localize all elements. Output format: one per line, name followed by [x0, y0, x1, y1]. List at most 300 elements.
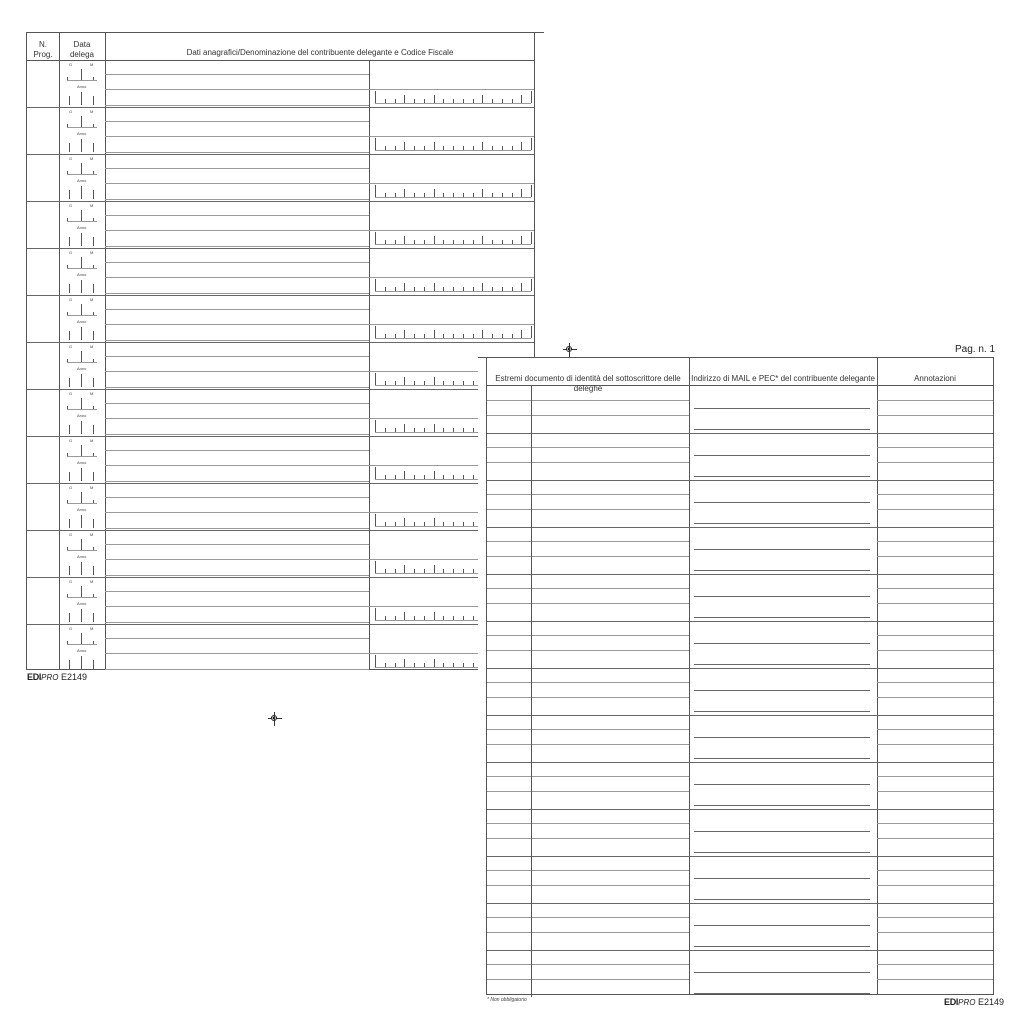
- fiscal-code-tick: [443, 569, 444, 573]
- fiscal-code-tick: [453, 193, 454, 197]
- fiscal-code-tick: [473, 99, 474, 103]
- fiscal-code-tick: [473, 475, 474, 479]
- fiscal-code-tick: [375, 138, 376, 150]
- row-separator: [27, 342, 535, 343]
- name-line: [105, 418, 535, 419]
- fiscal-code-tick: [453, 146, 454, 150]
- fiscal-code-tick: [395, 475, 396, 479]
- left-register-sheet: [26, 32, 544, 671]
- fiscal-code-tick: [473, 522, 474, 526]
- fiscal-code-tick: [414, 475, 415, 479]
- fiscal-code-tick: [395, 569, 396, 573]
- brand-logo-bold: EDI: [27, 672, 42, 682]
- date-tick: [69, 190, 70, 199]
- fiscal-code-tick: [502, 334, 503, 338]
- notes-line: [877, 603, 993, 604]
- date-tick: [69, 284, 70, 293]
- date-tick: [67, 265, 68, 268]
- date-line: [67, 644, 97, 645]
- row-separator: [487, 809, 993, 810]
- fiscal-code-tick: [463, 240, 464, 244]
- row-separator: [487, 621, 993, 622]
- date-tick: [69, 96, 70, 105]
- notes-line: [877, 979, 993, 980]
- fiscal-code-tick: [531, 91, 532, 103]
- fiscal-code-tick: [385, 381, 386, 385]
- date-month-label: M: [90, 532, 94, 537]
- fiscal-code-tick: [404, 377, 405, 385]
- date-day-label: G: [69, 532, 73, 537]
- fiscal-code-tick: [375, 326, 376, 338]
- row-separator: [27, 389, 535, 390]
- fiscal-code-tick: [395, 193, 396, 197]
- date-tick: [93, 171, 94, 174]
- date-tick: [81, 351, 82, 362]
- date-month-label: M: [90, 297, 94, 302]
- fiscal-code-tick: [521, 330, 522, 338]
- fiscal-code-tick: [521, 95, 522, 103]
- date-tick: [69, 566, 70, 575]
- fiscal-code-tick: [473, 146, 474, 150]
- fiscal-code-tick: [473, 428, 474, 432]
- fiscal-code-tick: [385, 663, 386, 667]
- form-code: E2149: [977, 997, 1004, 1007]
- date-tick: [93, 96, 94, 105]
- email-line: [694, 784, 870, 785]
- fiscal-code-tick: [521, 236, 522, 244]
- date-tick: [69, 237, 70, 246]
- fiscal-code-tick: [424, 334, 425, 338]
- fiscal-code-line: [375, 197, 531, 198]
- col-divider-email: [877, 358, 878, 994]
- fiscal-code-tick: [463, 522, 464, 526]
- name-line: [105, 669, 369, 670]
- notes-line: [877, 494, 993, 495]
- fiscal-code-tick: [512, 334, 513, 338]
- fiscal-code-tick: [492, 99, 493, 103]
- name-line: [105, 230, 535, 231]
- name-line: [105, 324, 535, 325]
- date-day-label: G: [69, 109, 73, 114]
- fiscal-code-tick: [424, 569, 425, 573]
- identity-line: [487, 541, 689, 542]
- name-line: [105, 450, 369, 451]
- fiscal-code-tick: [424, 522, 425, 526]
- fiscal-code-tick: [453, 663, 454, 667]
- date-tick: [81, 92, 82, 105]
- date-tick: [81, 257, 82, 268]
- identity-divider: [531, 480, 532, 527]
- date-tick: [93, 378, 94, 387]
- date-tick: [67, 218, 68, 221]
- fiscal-code-tick: [443, 381, 444, 385]
- fiscal-code-tick: [434, 377, 435, 385]
- notes-line: [877, 447, 993, 448]
- fiscal-code-tick: [385, 146, 386, 150]
- date-tick: [81, 233, 82, 246]
- fiscal-code-tick: [443, 522, 444, 526]
- fiscal-code-tick: [512, 287, 513, 291]
- identity-line: [487, 776, 689, 777]
- date-month-label: M: [90, 203, 94, 208]
- row-separator: [487, 433, 993, 434]
- notes-line: [877, 509, 993, 510]
- identity-line: [487, 932, 689, 933]
- fiscal-code-tick: [385, 428, 386, 432]
- date-tick: [81, 633, 82, 644]
- header-identity: Estremi documento di identità del sottoscrittore delle deleghe: [495, 374, 681, 393]
- name-line: [105, 246, 369, 247]
- date-tick: [67, 547, 68, 550]
- fiscal-code-tick: [375, 608, 376, 620]
- row-separator: [27, 107, 535, 108]
- fiscal-code-tick: [414, 616, 415, 620]
- fiscal-code-tick: [473, 616, 474, 620]
- fiscal-code-tick: [482, 236, 483, 244]
- fiscal-code-tick: [453, 381, 454, 385]
- date-month-label: M: [90, 485, 94, 490]
- identity-line: [487, 400, 689, 401]
- form-code: E2149: [60, 672, 87, 682]
- fiscal-code-tick: [395, 522, 396, 526]
- fiscal-code-tick: [434, 518, 435, 526]
- identity-divider: [531, 621, 532, 668]
- row-separator: [27, 483, 535, 484]
- row-separator: [27, 295, 535, 296]
- notes-line: [877, 917, 993, 918]
- fiscal-code-tick: [463, 475, 464, 479]
- identity-divider: [531, 386, 532, 433]
- fiscal-code-tick: [463, 616, 464, 620]
- fiscal-code-tick: [404, 471, 405, 479]
- date-tick: [93, 500, 94, 503]
- email-line: [694, 758, 870, 759]
- date-line: [67, 362, 97, 363]
- identity-line: [487, 556, 689, 557]
- fiscal-code-tick: [502, 146, 503, 150]
- date-tick: [93, 594, 94, 597]
- fiscal-code-tick: [512, 146, 513, 150]
- name-line: [105, 653, 535, 654]
- date-tick: [81, 210, 82, 221]
- date-tick: [67, 500, 68, 503]
- notes-line: [877, 838, 993, 839]
- name-line: [105, 371, 535, 372]
- name-line: [105, 89, 535, 90]
- name-line: [105, 121, 369, 122]
- email-line: [694, 831, 870, 832]
- fiscal-code-tick: [443, 99, 444, 103]
- col-divider-prog: [59, 32, 60, 669]
- fiscal-code-tick: [443, 193, 444, 197]
- date-year-label: Anno: [77, 460, 87, 465]
- fiscal-code-tick: [482, 95, 483, 103]
- date-tick: [93, 359, 94, 362]
- date-tick: [81, 421, 82, 434]
- name-line: [105, 591, 369, 592]
- notes-line: [877, 415, 993, 416]
- identity-line: [487, 682, 689, 683]
- name-line: [105, 575, 369, 576]
- date-day-label: G: [69, 203, 73, 208]
- date-year-label: Anno: [77, 413, 87, 418]
- fiscal-code-tick: [395, 99, 396, 103]
- identity-line: [487, 697, 689, 698]
- row-separator: [487, 668, 993, 669]
- email-line: [694, 549, 870, 550]
- fiscal-code-tick: [482, 189, 483, 197]
- email-line: [694, 852, 870, 853]
- fiscal-code-tick: [443, 334, 444, 338]
- name-line: [105, 434, 369, 435]
- fiscal-code-tick: [385, 193, 386, 197]
- date-line: [67, 597, 97, 598]
- email-line: [694, 805, 870, 806]
- date-month-label: M: [90, 109, 94, 114]
- fiscal-code-tick: [531, 232, 532, 244]
- fiscal-code-tick: [395, 616, 396, 620]
- date-tick: [93, 660, 94, 669]
- fiscal-code-tick: [482, 283, 483, 291]
- identity-divider: [531, 950, 532, 997]
- row-separator: [487, 903, 993, 904]
- header-main: Dati anagrafici/Denominazione del contribuente delegante e Codice Fiscale: [186, 48, 454, 57]
- identity-line: [487, 603, 689, 604]
- fiscal-code-tick: [443, 240, 444, 244]
- date-tick: [81, 304, 82, 315]
- email-line: [694, 429, 870, 430]
- fiscal-code-tick: [424, 663, 425, 667]
- date-day-label: G: [69, 485, 73, 490]
- date-tick: [81, 539, 82, 550]
- fiscal-code-tick: [404, 565, 405, 573]
- date-tick: [93, 284, 94, 293]
- left-footer-brand: [27, 672, 87, 683]
- identity-divider: [531, 903, 532, 950]
- fiscal-code-tick: [375, 655, 376, 667]
- date-line: [67, 409, 97, 410]
- date-year-label: Anno: [77, 601, 87, 606]
- fiscal-code-tick: [395, 146, 396, 150]
- date-year-label: Anno: [77, 507, 87, 512]
- notes-line: [877, 870, 993, 871]
- date-year-label: Anno: [77, 554, 87, 559]
- footnote: * Non obbligatorio: [487, 997, 527, 1003]
- fiscal-code-tick: [453, 569, 454, 573]
- fiscal-code-tick: [404, 612, 405, 620]
- fiscal-code-tick: [443, 146, 444, 150]
- fiscal-code-tick: [531, 279, 532, 291]
- date-month-label: M: [90, 344, 94, 349]
- fiscal-code-tick: [385, 475, 386, 479]
- date-month-label: M: [90, 438, 94, 443]
- fiscal-code-tick: [434, 189, 435, 197]
- date-tick: [93, 453, 94, 456]
- date-line: [67, 221, 97, 222]
- date-tick: [93, 566, 94, 575]
- fiscal-code-tick: [453, 522, 454, 526]
- date-tick: [67, 171, 68, 174]
- notes-line: [877, 776, 993, 777]
- fiscal-code-tick: [443, 428, 444, 432]
- fiscal-code-tick: [473, 381, 474, 385]
- fiscal-code-tick: [502, 193, 503, 197]
- date-tick: [69, 425, 70, 434]
- registration-mark-icon: [268, 712, 282, 726]
- row-separator: [27, 577, 535, 578]
- fiscal-code-tick: [395, 428, 396, 432]
- date-tick: [93, 613, 94, 622]
- fiscal-code-tick: [531, 185, 532, 197]
- fiscal-code-tick: [463, 663, 464, 667]
- fiscal-code-tick: [375, 91, 376, 103]
- fiscal-code-tick: [463, 569, 464, 573]
- fiscal-code-tick: [395, 334, 396, 338]
- fiscal-code-tick: [453, 240, 454, 244]
- header-date: Data delega: [69, 40, 95, 59]
- date-tick: [93, 77, 94, 80]
- fiscal-code-tick: [463, 146, 464, 150]
- row-separator: [487, 574, 993, 575]
- fiscal-code-tick: [404, 142, 405, 150]
- fiscal-code-tick: [463, 193, 464, 197]
- name-line: [105, 136, 535, 137]
- fiscal-code-tick: [414, 287, 415, 291]
- name-line: [105, 293, 369, 294]
- date-tick: [69, 660, 70, 669]
- fiscal-code-tick: [414, 193, 415, 197]
- fiscal-code-tick: [404, 424, 405, 432]
- fiscal-code-tick: [424, 428, 425, 432]
- fiscal-code-tick: [453, 99, 454, 103]
- date-day-label: G: [69, 391, 73, 396]
- fiscal-code-tick: [395, 381, 396, 385]
- date-tick: [81, 609, 82, 622]
- fiscal-code-tick: [424, 616, 425, 620]
- row-separator: [27, 436, 535, 437]
- fiscal-code-tick: [453, 475, 454, 479]
- header-email: Indirizzo di MAIL e PEC* del contribuente delegante: [691, 374, 875, 383]
- fiscal-code-tick: [414, 99, 415, 103]
- fiscal-code-tick: [434, 471, 435, 479]
- fiscal-code-tick: [434, 283, 435, 291]
- email-line: [694, 690, 870, 691]
- fiscal-code-tick: [414, 569, 415, 573]
- email-line: [694, 502, 870, 503]
- identity-line: [487, 650, 689, 651]
- name-line: [105, 152, 369, 153]
- fiscal-code-tick: [434, 612, 435, 620]
- fiscal-code-tick: [404, 236, 405, 244]
- date-line: [67, 503, 97, 504]
- fiscal-code-tick: [434, 236, 435, 244]
- date-day-label: G: [69, 626, 73, 631]
- name-line: [105, 262, 369, 263]
- fiscal-code-tick: [453, 428, 454, 432]
- email-line: [694, 711, 870, 712]
- name-line: [105, 105, 369, 106]
- fiscal-code-tick: [375, 185, 376, 197]
- fiscal-code-tick: [404, 518, 405, 526]
- fiscal-code-tick: [473, 663, 474, 667]
- col-divider-identity: [689, 358, 690, 994]
- date-day-label: G: [69, 62, 73, 67]
- fiscal-code-tick: [473, 193, 474, 197]
- date-line: [67, 80, 97, 81]
- fiscal-code-tick: [385, 287, 386, 291]
- fiscal-code-tick: [453, 287, 454, 291]
- fiscal-code-tick: [521, 283, 522, 291]
- brand-logo-italic: PRO: [958, 998, 976, 1007]
- fiscal-code-tick: [414, 428, 415, 432]
- fiscal-code-tick: [443, 475, 444, 479]
- fiscal-code-tick: [502, 240, 503, 244]
- name-line: [105, 512, 535, 513]
- date-tick: [93, 237, 94, 246]
- registration-mark-icon: [563, 343, 577, 357]
- fiscal-code-tick: [463, 287, 464, 291]
- date-day-label: G: [69, 156, 73, 161]
- date-year-label: Anno: [77, 366, 87, 371]
- fiscal-code-tick: [375, 232, 376, 244]
- date-tick: [81, 656, 82, 669]
- date-tick: [81, 398, 82, 409]
- fiscal-code-tick: [512, 193, 513, 197]
- fiscal-code-tick: [414, 146, 415, 150]
- fiscal-code-tick: [414, 522, 415, 526]
- fiscal-code-tick: [502, 99, 503, 103]
- identity-line: [487, 917, 689, 918]
- notes-line: [877, 885, 993, 886]
- email-line: [694, 925, 870, 926]
- date-tick: [67, 359, 68, 362]
- email-line: [694, 617, 870, 618]
- row-separator: [487, 762, 993, 763]
- date-year-label: Anno: [77, 648, 87, 653]
- notes-line: [877, 744, 993, 745]
- date-month-label: M: [90, 391, 94, 396]
- left-register-table: [26, 32, 535, 670]
- fiscal-code-tick: [375, 467, 376, 479]
- fiscal-code-tick: [375, 420, 376, 432]
- row-separator: [487, 480, 993, 481]
- notes-line: [877, 697, 993, 698]
- date-tick: [93, 190, 94, 199]
- fiscal-code-tick: [521, 142, 522, 150]
- name-line: [105, 183, 535, 184]
- fiscal-code-tick: [434, 142, 435, 150]
- date-day-label: G: [69, 297, 73, 302]
- identity-divider: [531, 574, 532, 621]
- date-tick: [93, 143, 94, 152]
- fiscal-code-tick: [492, 287, 493, 291]
- identity-line: [487, 823, 689, 824]
- name-line: [105, 544, 369, 545]
- name-line: [105, 199, 369, 200]
- fiscal-code-tick: [492, 193, 493, 197]
- date-year-label: Anno: [77, 319, 87, 324]
- fiscal-code-tick: [482, 142, 483, 150]
- identity-line: [487, 588, 689, 589]
- identity-line: [487, 494, 689, 495]
- date-line: [67, 456, 97, 457]
- date-month-label: M: [90, 579, 94, 584]
- name-line: [105, 528, 369, 529]
- name-line: [105, 387, 369, 388]
- fiscal-code-tick: [414, 240, 415, 244]
- right-register-table: [486, 357, 994, 995]
- name-line: [105, 215, 369, 216]
